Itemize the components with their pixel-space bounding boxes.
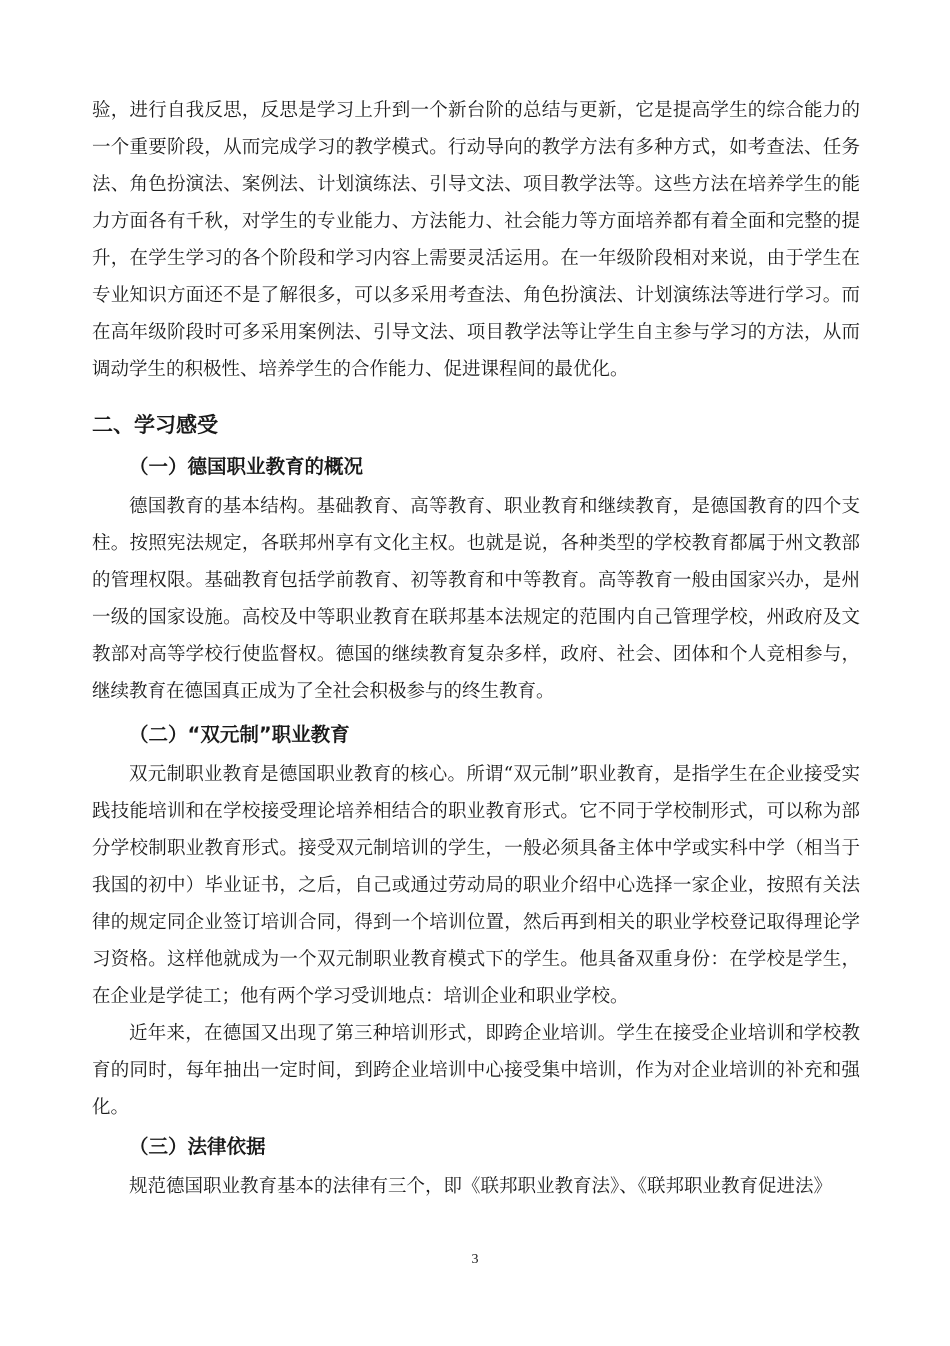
page-number: 3 bbox=[471, 1252, 479, 1267]
subsection-heading-legal-basis: （三）法律依据 bbox=[129, 1135, 266, 1158]
paragraph-continuation: 验，进行自我反思，反思是学习上升到一个新台阶的总结与更新，它是提高学生的综合能力的一个重要阶段，从而完成学习的教学模式。行动导向的教学方法有多种方式，如考查法、任务法、角色扮演法、案例法、计划演练法、引导文法、项目教学法等。这些方法在培养学生的能力方面各有千秋，对学生的专业能力、方法能力、社会能力等方面培养都有着全面和完整的提升，在学生学习的各个阶段和学习内容上需要灵活运用。在一年级阶段相对来说，由于学生在专业知识方面还不是了解很多，可以多采用考查法、角色扮演法、计划演练法等进行学习。而在高年级阶段时可多采用案例法、引导文法、项目教学法等让学生自主参与学习的方法，从而调动学生的积极性、培养学生的合作能力、促进课程间的最优化。 bbox=[92, 100, 860, 380]
section-heading-study-impressions: 二、学习感受 bbox=[92, 413, 218, 437]
paragraph-legal-basis: 规范德国职业教育基本的法律有三个，即《联邦职业教育法》、《联邦职业教育促进法》 bbox=[129, 1176, 833, 1197]
paragraph-overview: 德国教育的基本结构。基础教育、高等教育、职业教育和继续教育，是德国教育的四个支柱。按照宪法规定，各联邦州享有文化主权。也就是说，各种类型的学校教育都属于州文教部的管理权限。基础教育包括学前教育、初等教育和中等教育。高等教育一般由国家兴办，是州一级的国家设施。高校及中等职业教育在联邦基本法规定的范围内自己管理学校，州政府及文教部对高等学校行使监督权。德国的继续教育复杂多样，政府、社会、团体和个人竞相参与，继续教育在德国真正成为了全社会积极参与的终生教育。 bbox=[92, 496, 860, 702]
subsection-heading-dual-system: （二）“双元制”职业教育 bbox=[129, 723, 350, 746]
paragraph-inter-company-training: 近年来，在德国又出现了第三种培训形式，即跨企业培训。学生在接受企业培训和学校教育的同时，每年抽出一定时间，到跨企业培训中心接受集中培训，作为对企业培训的补充和强化。 bbox=[92, 1023, 860, 1118]
paragraph-dual-system: 双元制职业教育是德国职业教育的核心。所谓“双元制”职业教育，是指学生在企业接受实践技能培训和在学校接受理论培养相结合的职业教育形式。它不同于学校制形式，可以称为部分学校制职业教育形式。接受双元制培训的学生，一般必须具备主体中学或实科中学（相当于我国的初中）毕业证书，之后，自己或通过劳动局的职业介绍中心选择一家企业，按照有关法律的规定同企业签订培训合同，得到一个培训位置，然后再到相关的职业学校登记取得理论学习资格。这样他就成为一个双元制职业教育模式下的学生。他具备双重身份：在学校是学生，在企业是学徒工；他有两个学习受训地点：培训企业和职业学校。 bbox=[92, 764, 860, 1007]
page-content bbox=[92, 92, 860, 1205]
subsection-heading-overview: （一）德国职业教育的概况 bbox=[129, 455, 364, 478]
